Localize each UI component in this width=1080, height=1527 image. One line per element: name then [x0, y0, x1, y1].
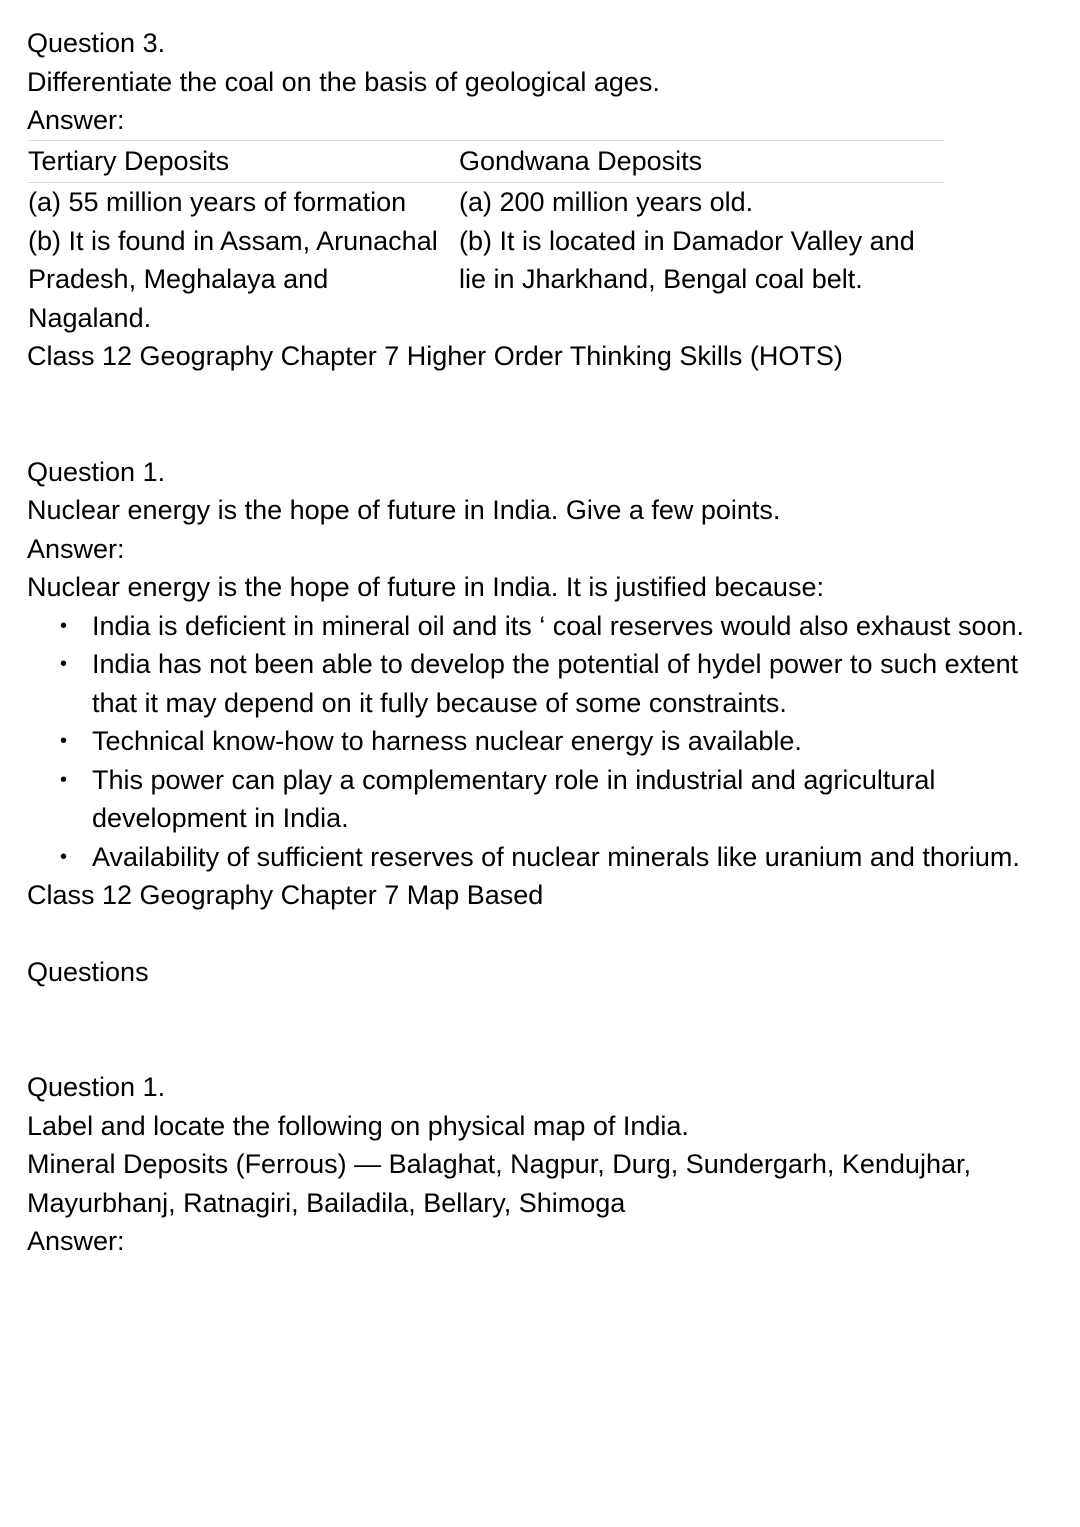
question-text: Differentiate the coal on the basis of geological ages.: [27, 66, 660, 97]
bullet-icon: •: [60, 653, 68, 675]
bullet-icon: •: [60, 730, 68, 752]
list-item-text: India is deficient in mineral oil and its ‘ coal reserves would also exhaust soon.: [92, 610, 1024, 641]
question-title: Question 1.: [27, 1072, 166, 1102]
table-row: [27, 183, 944, 222]
answer-label: Answer:: [27, 1226, 125, 1256]
answer-label: Answer:: [27, 533, 125, 564]
list-item-text: India has not been able to develop the potential of hydel power to such extent that it may depend on it fully because of some constraints.: [92, 649, 1019, 718]
table-header-tertiary: Tertiary Deposits: [27, 140, 458, 183]
document-page: [27, 24, 1057, 1261]
coal-comparison-table: [27, 140, 944, 338]
table-header-gondwana: Gondwana Deposits: [458, 140, 944, 183]
table-cell: (b) It is located in Damador Valley and lie in Jharkhand, Bengal coal belt.: [459, 225, 915, 294]
question-text: Label and locate the following on physical map of India.: [27, 1110, 689, 1141]
answer-label: Answer:: [27, 105, 125, 135]
list-item: [60, 761, 1032, 838]
table-cell: (b) It is found in Assam, Arunachal Pradesh, Meghalaya and Nagaland.: [28, 225, 438, 333]
answer-points-list: [27, 607, 1057, 877]
table-header-row: [27, 140, 944, 183]
question-text: Nuclear energy is the hope of future in India. Give a few points.: [27, 495, 781, 525]
list-item: [60, 607, 1032, 646]
list-item: [60, 838, 1032, 877]
list-item: [60, 722, 1032, 761]
question-title: Question 1.: [27, 456, 166, 487]
list-item: [60, 645, 1032, 722]
section-heading-questions: Questions: [27, 956, 149, 987]
section-heading-map: Class 12 Geography Chapter 7 Map Based: [27, 880, 544, 910]
question-details: Mineral Deposits (Ferrous) — Balaghat, Nagpur, Durg, Sundergarh, Kendujhar, Mayurbhanj, Ratnagiri, Bailadila, Bellary, Shimoga: [27, 1149, 971, 1218]
bullet-icon: •: [60, 845, 68, 868]
table-cell: (a) 200 million years old.: [459, 187, 754, 217]
list-item-text: Technical know-how to harness nuclear energy is available.: [92, 726, 802, 756]
table-row: [27, 222, 944, 338]
section-heading-hots: Class 12 Geography Chapter 7 Higher Order Thinking Skills (HOTS): [27, 341, 843, 371]
list-item-text: Availability of sufficient reserves of nuclear minerals like uranium and thorium.: [92, 841, 1020, 872]
answer-intro: Nuclear energy is the hope of future in India. It is justified because:: [27, 572, 824, 602]
list-item-text: This power can play a complementary role in industrial and agricultural development in India.: [92, 764, 936, 833]
table-cell: (a) 55 million years of formation: [28, 187, 407, 217]
bullet-icon: •: [60, 768, 68, 791]
bullet-icon: •: [60, 614, 68, 637]
question-title: Question 3.: [27, 28, 166, 58]
